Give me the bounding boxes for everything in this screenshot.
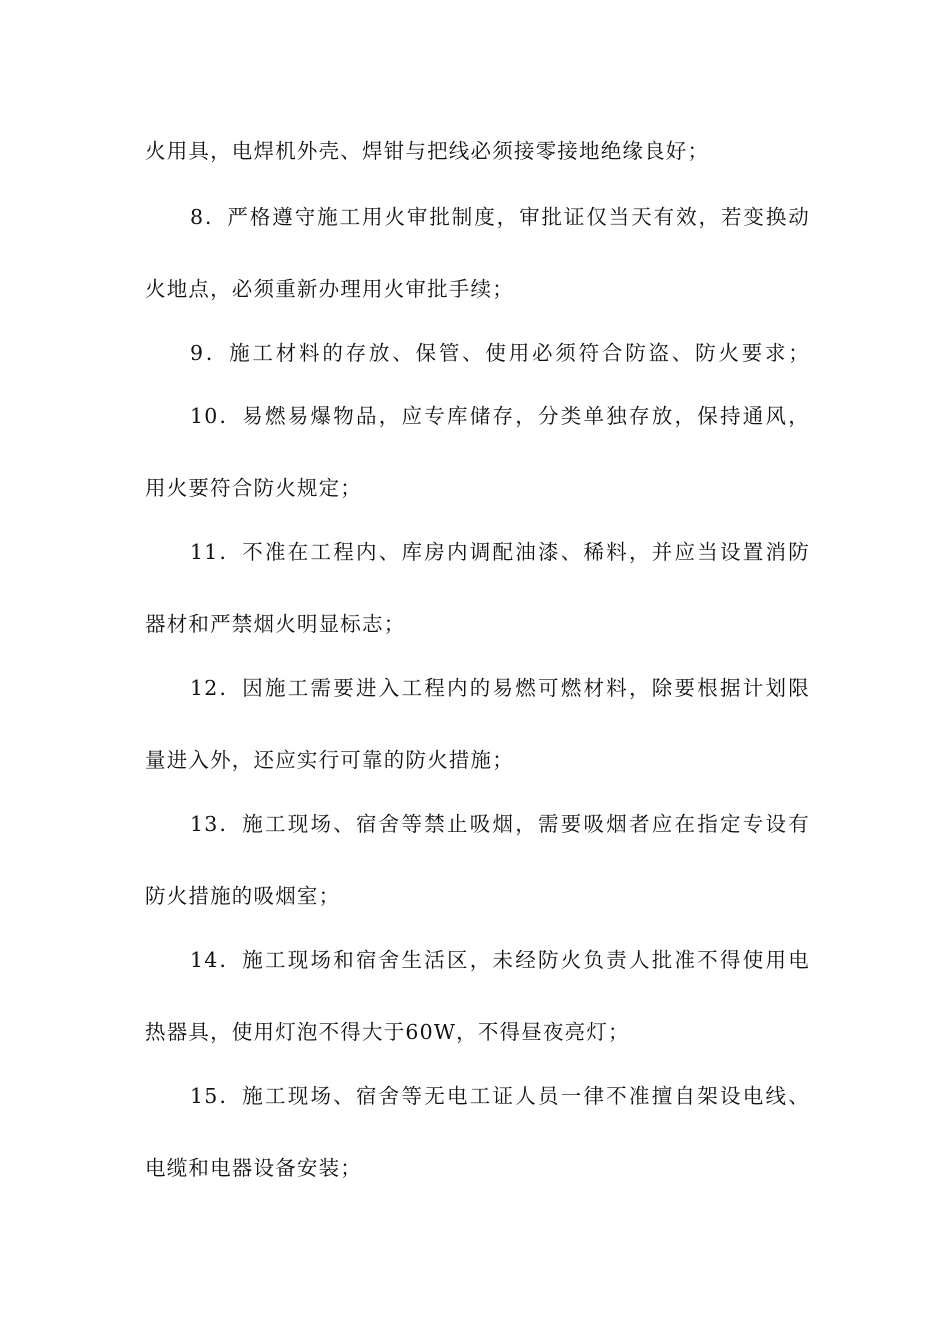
text-line-12: 防火措施的吸烟室； (145, 884, 341, 908)
text-line-9: 12．因施工需要进入工程内的易燃可燃材料，除要根据计划限 (190, 676, 810, 700)
text-line-16: 电缆和电器设备安装； (145, 1156, 362, 1180)
text-line-1: 火用具，电焊机外壳、焊钳与把线必须接零接地绝缘良好； (145, 139, 710, 163)
text-line-7: 11．不准在工程内、库房内调配油漆、稀料，并应当设置消防 (190, 540, 810, 564)
text-line-15: 15．施工现场、宿舍等无电工证人员一律不准擅自架设电线、 (190, 1084, 810, 1108)
text-line-4: 9．施工材料的存放、保管、使用必须符合防盗、防火要求； (190, 341, 810, 365)
text-line-10: 量进入外，还应实行可靠的防火措施； (145, 748, 514, 772)
text-line-3: 火地点，必须重新办理用火审批手续； (145, 277, 514, 301)
text-line-8: 器材和严禁烟火明显标志； (145, 612, 406, 636)
text-line-6: 用火要符合防火规定； (145, 476, 362, 500)
text-line-14: 热器具，使用灯泡不得大于60W，不得昼夜亮灯； (145, 1020, 630, 1044)
text-line-5: 10．易燃易爆物品，应专库储存，分类单独存放，保持通风， (190, 404, 810, 428)
text-line-11: 13．施工现场、宿舍等禁止吸烟，需要吸烟者应在指定专设有 (190, 812, 810, 836)
text-line-13: 14．施工现场和宿舍生活区，未经防火负责人批准不得使用电 (190, 948, 810, 972)
text-line-2: 8．严格遵守施工用火审批制度，审批证仅当天有效，若变换动 (190, 205, 810, 229)
